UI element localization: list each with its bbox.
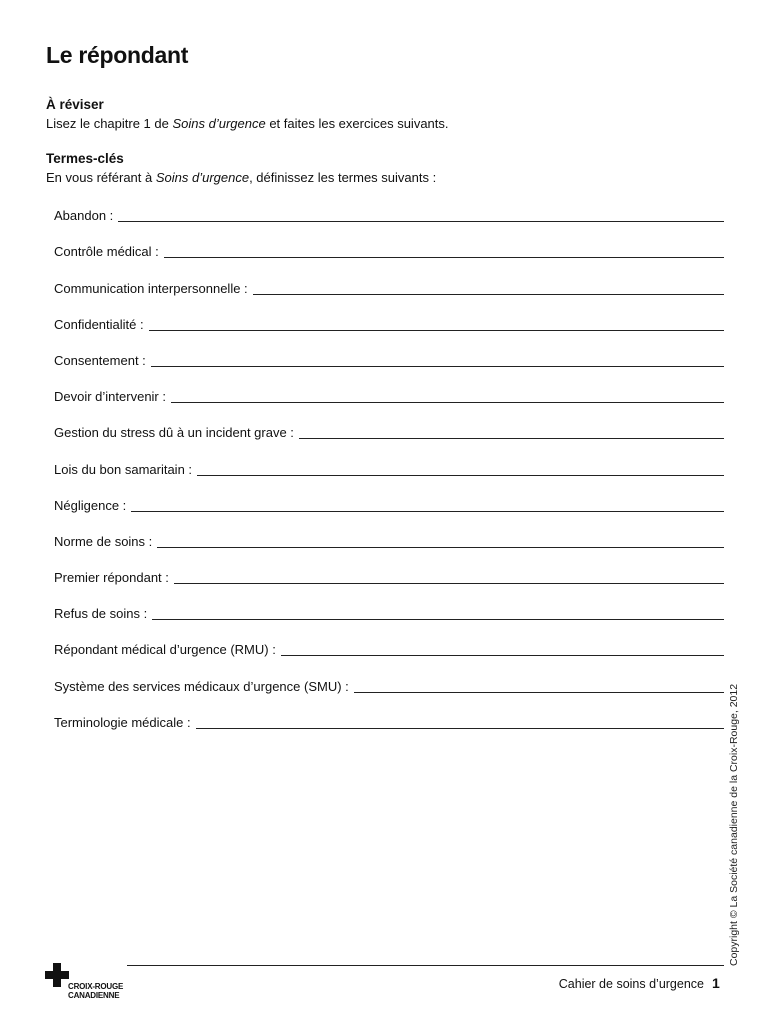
term-label: Refus de soins :: [54, 606, 148, 622]
term-label: Terminologie médicale :: [54, 714, 191, 730]
term-row-consentement: [54, 347, 724, 383]
term-row-norme-soins: [54, 528, 724, 564]
term-row-rmu: [54, 636, 724, 672]
key-terms-instructions: [46, 170, 436, 185]
term-row-communication-interpersonnelle: [54, 274, 724, 310]
term-row-gestion-stress: [54, 419, 724, 455]
terms-text-end: , définissez les termes suivants :: [249, 170, 437, 185]
term-answer-field[interactable]: [171, 402, 724, 403]
key-terms-list: [54, 202, 724, 745]
term-answer-field[interactable]: [253, 294, 724, 295]
term-label: Gestion du stress dû à un incident grave :: [54, 425, 294, 441]
term-row-controle-medical: [54, 238, 724, 274]
page-title: Le répondant: [46, 42, 189, 68]
logo-line-2: CANADIENNE: [68, 991, 120, 1000]
review-instructions: [46, 116, 449, 131]
term-answer-field[interactable]: [149, 330, 724, 331]
footer-divider: [127, 965, 724, 966]
term-label: Négligence :: [54, 497, 127, 513]
term-label: Consentement :: [54, 352, 146, 368]
term-answer-field[interactable]: [118, 221, 724, 222]
term-row-lois-bon-samaritain: [54, 455, 724, 491]
term-answer-field[interactable]: [197, 475, 724, 476]
term-answer-field[interactable]: [152, 619, 724, 620]
term-row-terminologie-medicale: [54, 709, 724, 745]
term-answer-field[interactable]: [196, 728, 724, 729]
term-answer-field[interactable]: [157, 547, 724, 548]
term-answer-field[interactable]: [174, 583, 724, 584]
term-row-negligence: [54, 492, 724, 528]
term-row-premier-repondant: [54, 564, 724, 600]
term-row-smu: [54, 672, 724, 708]
term-label: Devoir d’intervenir :: [54, 389, 166, 405]
term-label: Contrôle médical :: [54, 244, 159, 260]
term-row-refus-soins: [54, 600, 724, 636]
term-row-abandon: [54, 202, 724, 238]
term-label: Confidentialité :: [54, 316, 144, 332]
term-label: Système des services médicaux d’urgence (SMU) :: [54, 678, 349, 694]
term-label: Premier répondant :: [54, 570, 169, 586]
copyright-notice: Copyright © La Société canadienne de la Croix-Rouge, 2012: [728, 683, 740, 966]
review-text-start: Lisez le chapitre 1 de: [46, 116, 173, 131]
review-text-end: et faites les exercices suivants.: [265, 116, 449, 131]
term-answer-field[interactable]: [281, 655, 724, 656]
term-label: Abandon :: [54, 208, 114, 224]
terms-text-start: En vous référant à: [46, 170, 156, 185]
red-cross-logo: [44, 962, 134, 1010]
term-label: Norme de soins :: [54, 533, 153, 549]
term-label: Communication interpersonnelle :: [54, 280, 248, 296]
book-title-reference: Soins d’urgence: [155, 170, 250, 185]
page-number: 1: [712, 975, 720, 991]
term-row-devoir-intervenir: [54, 383, 724, 419]
term-answer-field[interactable]: [151, 366, 724, 367]
cross-icon: [44, 962, 70, 988]
term-answer-field[interactable]: [354, 692, 724, 693]
term-row-confidentialite: [54, 311, 724, 347]
logo-line-1: CROIX-ROUGE: [68, 982, 124, 991]
logo-wordmark: [68, 982, 123, 1000]
key-terms-heading: Termes-clés: [46, 151, 124, 166]
review-heading: À réviser: [46, 97, 104, 112]
term-label: Lois du bon samaritain :: [54, 461, 193, 477]
term-answer-field[interactable]: [164, 257, 724, 258]
footer-book-title: Cahier de soins d’urgence: [558, 977, 704, 991]
term-answer-field[interactable]: [299, 438, 724, 439]
term-label: Répondant médical d’urgence (RMU) :: [54, 642, 276, 658]
book-title-reference: Soins d’urgence: [172, 116, 266, 131]
term-answer-field[interactable]: [131, 511, 724, 512]
